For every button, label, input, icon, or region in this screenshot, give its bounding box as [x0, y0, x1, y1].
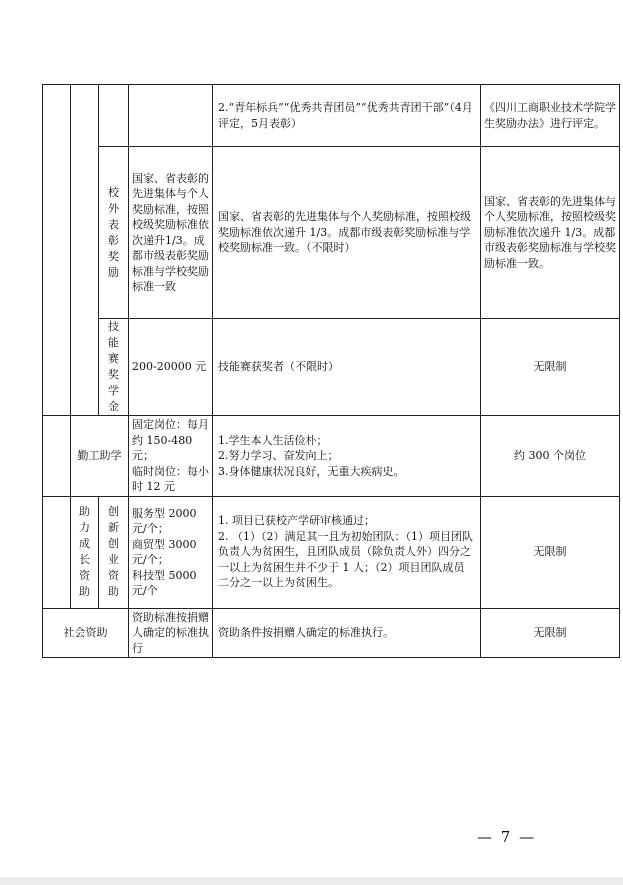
work-study-note: 约 300 个岗位	[481, 416, 620, 497]
work-study-label: 勤工助学	[71, 416, 129, 497]
external-award-description: 国家、省表彰的先进集体与个人奖励标准，按照校级奖励标准依次递升 1/3。成都市级表彰奖励标准与学校奖励标准一致。（不限时）	[213, 147, 481, 319]
subsidy-table	[42, 84, 620, 658]
table-row	[43, 85, 620, 147]
work-study-standard: 固定岗位：每月约 150-480 元； 临时岗位：每小时 12 元	[129, 416, 213, 497]
section-cell-blank	[43, 496, 71, 608]
social-support-standard: 资助标准按捐赠人确定的标准执行	[129, 608, 213, 658]
table-row	[43, 496, 620, 608]
youth-award-note: 《四川工商职业技术学院学生奖励办法》进行评定。	[481, 85, 620, 147]
table-row	[43, 147, 620, 319]
section-cell-blank	[43, 416, 71, 497]
skill-award-standard: 200-20000 元	[129, 319, 213, 416]
social-support-note: 无限制	[481, 608, 620, 658]
skill-award-label: 技能赛奖学金	[99, 319, 129, 416]
skill-award-description: 技能赛获奖者（不限时）	[213, 319, 481, 416]
table-row	[43, 319, 620, 416]
skill-award-note: 无限制	[481, 319, 620, 416]
youth-award-description: 2.“青年标兵”“优秀共青团员”“优秀共青团干部”（4月评定，5月表彰）	[213, 85, 481, 147]
external-award-note: 国家、省表彰的先进集体与个人奖励标准，按照校级奖励标准依次递升 1/3。成都市级表彰奖励标准与学校奖励标准一致。	[481, 147, 620, 319]
social-support-description: 资助条件按捐赠人确定的标准执行。	[213, 608, 481, 658]
table-row	[43, 608, 620, 658]
social-support-label: 社会资助	[43, 608, 129, 658]
innovation-support-note: 无限制	[481, 496, 620, 608]
section-cell-blank	[43, 85, 71, 416]
work-study-description: 1.学生本人生活俭朴； 2.努力学习、奋发向上； 3.身体健康状况良好，无重大疾病史。	[213, 416, 481, 497]
innovation-support-label: 创新创业资助	[99, 496, 129, 608]
innovation-support-standard: 服务型 2000 元/个； 商贸型 3000 元/个； 科技型 5000 元/个	[129, 496, 213, 608]
standard-cell-blank	[129, 85, 213, 147]
external-award-standard: 国家、省表彰的先进集体与个人奖励标准，按照校级奖励标准依次递升1/3。成都市级表彰奖励标准与学校奖励标准一致	[129, 147, 213, 319]
category-cell-blank	[99, 85, 129, 147]
group-cell-blank	[71, 85, 99, 416]
growth-support-label: 助力成长资助	[71, 496, 99, 608]
external-award-label: 校外表彰奖励	[99, 147, 129, 319]
page-number: — 7 —	[477, 828, 537, 846]
innovation-support-description: 1. 项目已获校产学研审核通过； 2. （1）（2）满足其一且为初始团队：（1）项目团队负责人为贫困生，且团队成员（除负责人外）四分之一以上为贫困生并不少于 1 人；（2）项目团队成员二分之一以上为贫困生。	[213, 496, 481, 608]
page-footer-bar	[0, 877, 623, 885]
table-row	[43, 416, 620, 497]
